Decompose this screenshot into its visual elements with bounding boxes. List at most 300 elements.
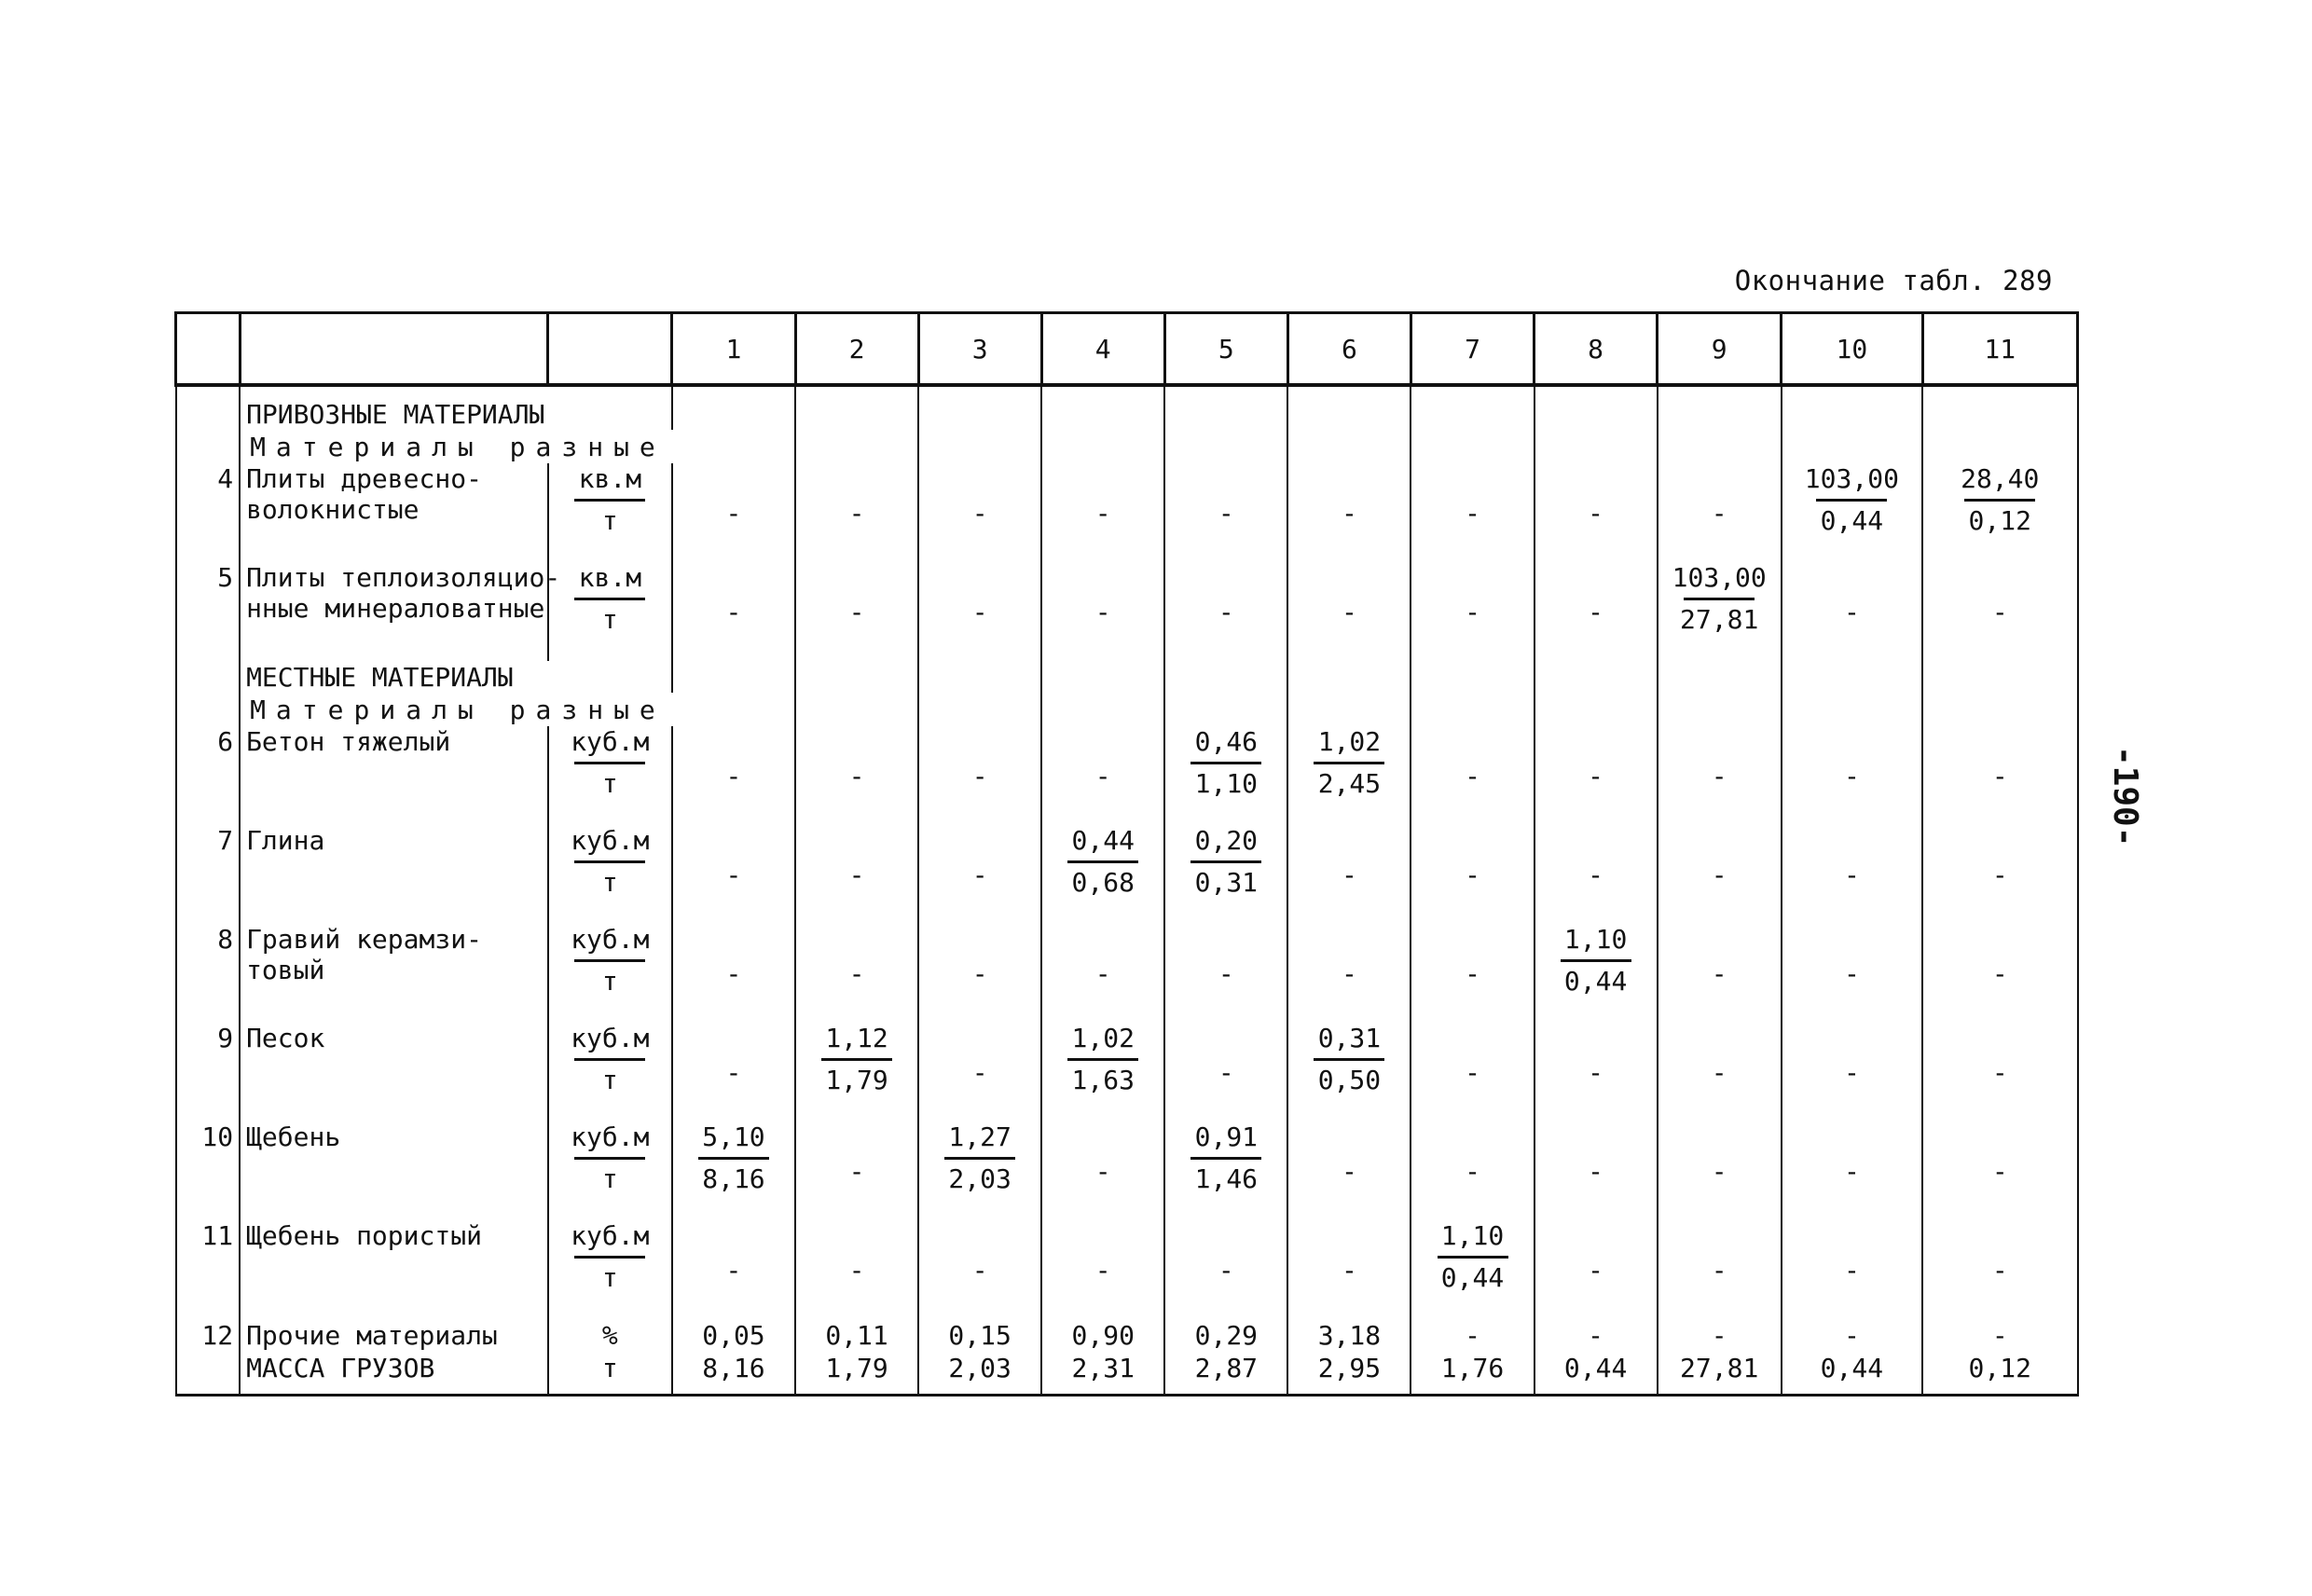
value-cell — [1411, 463, 1534, 562]
value-fraction-top: 0,91 — [1194, 1121, 1259, 1152]
total-value: 1,79 — [795, 1352, 918, 1396]
section-group: Материалы разные — [240, 693, 795, 726]
value-cell — [1922, 825, 2078, 924]
unit-fraction — [571, 924, 649, 998]
empty-cell — [795, 430, 918, 463]
value-text: - — [971, 497, 988, 529]
value-fraction-bottom: 0,68 — [1071, 867, 1135, 898]
value-cell — [918, 924, 1041, 1023]
section-title-row — [176, 385, 2078, 430]
value-cell — [1534, 463, 1658, 562]
value-text: - — [1341, 497, 1357, 529]
value-text: - — [1465, 1056, 1480, 1088]
empty-cell — [1922, 385, 2078, 430]
empty-cell — [1658, 661, 1782, 693]
value-cell — [1411, 1121, 1534, 1220]
row-number: 4 — [176, 463, 241, 562]
empty-cell — [1041, 430, 1164, 463]
value-cell — [1041, 1220, 1164, 1319]
empty-cell — [1411, 430, 1534, 463]
value-fraction — [1672, 562, 1767, 636]
value-text: - — [1711, 957, 1727, 989]
empty-cell — [176, 430, 241, 463]
value-text: - — [1843, 957, 1860, 989]
value-cell — [1287, 1121, 1411, 1220]
value-cell: 0,90 — [1041, 1319, 1164, 1352]
fraction-bar — [1190, 1157, 1261, 1160]
value-fraction — [1190, 726, 1261, 800]
value-text: - — [1341, 957, 1357, 989]
material-name-line: Песок — [246, 1023, 325, 1053]
fraction-bar — [698, 1157, 769, 1160]
unit-cell — [548, 1121, 672, 1220]
value-cell — [918, 825, 1041, 924]
empty-cell — [176, 385, 241, 430]
materials-table — [174, 311, 2079, 1396]
empty-cell — [918, 430, 1041, 463]
value-cell — [795, 924, 918, 1023]
unit-fraction-top: куб.м — [571, 924, 650, 955]
unit-cell — [548, 1220, 672, 1319]
table-row — [176, 463, 2078, 562]
value-text: - — [971, 760, 988, 791]
header-cell: 3 — [918, 313, 1041, 386]
section-title-row — [176, 661, 2078, 693]
value-text: - — [1843, 760, 1860, 791]
value-text: - — [1094, 1155, 1111, 1187]
value-cell — [795, 463, 918, 562]
total-value: 27,81 — [1658, 1352, 1782, 1396]
value-cell — [1922, 924, 2078, 1023]
empty-cell — [1782, 661, 1922, 693]
value-fraction-top: 1,10 — [1563, 924, 1628, 955]
value-cell — [1782, 825, 1922, 924]
section-title: МЕСТНЫЕ МАТЕРИАЛЫ — [240, 661, 672, 693]
material-name-line: Глина — [246, 825, 325, 856]
material-name — [240, 463, 548, 562]
value-fraction-top: 1,02 — [1071, 1023, 1135, 1053]
value-cell — [1164, 825, 1287, 924]
value-text: - — [1465, 1155, 1480, 1187]
value-text: - — [848, 957, 865, 989]
value-cell — [1287, 1220, 1411, 1319]
empty-cell — [1534, 385, 1658, 430]
value-text: - — [1991, 1056, 2008, 1088]
material-name: Прочие материалы — [240, 1319, 548, 1352]
value-cell — [1658, 825, 1782, 924]
value-text: - — [848, 859, 865, 890]
value-text: - — [971, 859, 988, 890]
header-cell: 6 — [1287, 313, 1411, 386]
value-cell — [1411, 924, 1534, 1023]
value-text: - — [1843, 1155, 1860, 1187]
material-name-line: товый — [246, 955, 325, 985]
value-fraction-bottom: 0,44 — [1563, 966, 1628, 997]
value-cell — [1287, 924, 1411, 1023]
value-cell — [1041, 924, 1164, 1023]
value-cell — [1534, 1121, 1658, 1220]
value-text: - — [971, 957, 988, 989]
value-cell — [1287, 825, 1411, 924]
page-number: -190- — [2106, 746, 2144, 847]
value-fraction — [821, 1023, 892, 1096]
value-fraction-bottom: 1,63 — [1071, 1065, 1135, 1095]
value-cell — [795, 825, 918, 924]
row-number: 12 — [176, 1319, 241, 1352]
unit-fraction-top: куб.м — [571, 825, 650, 856]
value-text: - — [1711, 497, 1727, 529]
value-text: - — [1094, 760, 1111, 791]
material-name-line: Щебень пористый — [246, 1220, 482, 1251]
unit-fraction — [571, 1023, 649, 1096]
empty-cell — [1922, 430, 2078, 463]
value-text: - — [971, 1056, 988, 1088]
unit-fraction-top: куб.м — [571, 726, 650, 757]
section-group: Материалы разные — [240, 430, 795, 463]
value-cell — [1782, 1220, 1922, 1319]
value-fraction — [944, 1121, 1015, 1195]
value-text: - — [1843, 1056, 1860, 1088]
value-text: - — [1991, 859, 2008, 890]
value-text: - — [1588, 859, 1604, 890]
header-row — [176, 313, 2078, 386]
value-fraction — [698, 1121, 769, 1195]
value-fraction-top: 1,10 — [1440, 1220, 1505, 1251]
unit-fraction — [574, 562, 645, 636]
value-text: - — [1588, 1254, 1604, 1286]
empty-cell — [1534, 430, 1658, 463]
fraction-bar — [1816, 499, 1887, 502]
material-name-line: Щебень — [246, 1121, 341, 1152]
value-cell — [1164, 562, 1287, 661]
value-cell — [1922, 1121, 2078, 1220]
material-name-line: Плиты древесно- — [246, 463, 482, 494]
empty-cell — [1411, 693, 1534, 726]
empty-cell — [1534, 693, 1658, 726]
fraction-bar — [1314, 762, 1384, 764]
empty-cell — [1658, 693, 1782, 726]
header-cell — [176, 313, 241, 386]
fraction-bar — [574, 762, 645, 764]
fraction-bar — [1190, 860, 1261, 863]
value-text: - — [1465, 859, 1480, 890]
value-cell — [1164, 463, 1287, 562]
value-text: - — [725, 760, 742, 791]
empty-cell — [1164, 661, 1287, 693]
value-cell — [672, 825, 795, 924]
value-cell — [1782, 463, 1922, 562]
value-fraction-top: 103,00 — [1804, 463, 1899, 494]
value-cell — [918, 1220, 1041, 1319]
value-fraction — [1067, 825, 1138, 899]
section-group-row — [176, 693, 2078, 726]
value-cell — [1411, 562, 1534, 661]
unit-fraction-top: куб.м — [571, 1220, 650, 1251]
empty-cell — [1287, 693, 1411, 726]
fraction-bar — [1684, 598, 1755, 600]
header-cell — [240, 313, 548, 386]
fraction-bar — [574, 860, 645, 863]
value-cell — [918, 1121, 1041, 1220]
value-cell — [1922, 1220, 2078, 1319]
value-text: - — [1843, 1254, 1860, 1286]
value-text: - — [1341, 596, 1357, 627]
value-text: - — [725, 596, 742, 627]
header-cell — [548, 313, 672, 386]
unit-fraction-top: куб.м — [571, 1121, 650, 1152]
value-text: - — [1711, 760, 1727, 791]
value-text: - — [1991, 1155, 2008, 1187]
value-text: - — [1218, 497, 1234, 529]
value-text: - — [1711, 859, 1727, 890]
value-cell — [672, 562, 795, 661]
value-cell — [1041, 1023, 1164, 1121]
unit-cell: т — [548, 1352, 672, 1396]
value-text: - — [1341, 1254, 1357, 1286]
row-number: 9 — [176, 1023, 241, 1121]
value-cell — [1922, 562, 2078, 661]
value-text: - — [1843, 596, 1860, 627]
empty-cell — [918, 661, 1041, 693]
other-materials-row — [176, 1319, 2078, 1352]
unit-fraction-top: кв.м — [578, 562, 642, 593]
unit-fraction-bottom: т — [601, 768, 618, 799]
unit-fraction-bottom: т — [601, 1262, 618, 1293]
value-text: - — [971, 596, 988, 627]
material-name-line: Плиты теплоизоляцио- — [246, 562, 561, 593]
value-text: - — [1465, 596, 1480, 627]
value-fraction-bottom: 1,79 — [825, 1065, 888, 1095]
table-row — [176, 825, 2078, 924]
unit-cell — [548, 562, 672, 661]
value-fraction-top: 1,12 — [825, 1023, 888, 1053]
row-number: 10 — [176, 1121, 241, 1220]
value-cell — [1658, 1121, 1782, 1220]
value-cell — [795, 1121, 918, 1220]
row-number: 7 — [176, 825, 241, 924]
unit-fraction — [571, 726, 649, 800]
value-fraction-bottom: 1,10 — [1194, 768, 1259, 799]
empty-cell — [918, 693, 1041, 726]
value-cell: - — [1534, 1319, 1658, 1352]
value-cell — [1658, 1220, 1782, 1319]
value-fraction — [1067, 1023, 1138, 1096]
value-text: - — [1588, 760, 1604, 791]
header-cell: 1 — [672, 313, 795, 386]
value-fraction-top: 0,31 — [1317, 1023, 1382, 1053]
unit-fraction-top: куб.м — [571, 1023, 650, 1053]
value-cell — [1782, 562, 1922, 661]
value-text: - — [1991, 596, 2008, 627]
value-fraction-top: 0,44 — [1071, 825, 1135, 856]
material-name-line: нные минераловатные — [246, 593, 545, 624]
value-fraction-bottom: 0,31 — [1194, 867, 1259, 898]
empty-cell — [1411, 385, 1534, 430]
unit-fraction — [571, 1220, 649, 1294]
value-cell — [1534, 1220, 1658, 1319]
unit-fraction — [571, 1121, 649, 1195]
value-cell — [1411, 1023, 1534, 1121]
value-text: - — [1094, 1254, 1111, 1286]
value-cell — [1534, 924, 1658, 1023]
material-name-line: Гравий керамзи- — [246, 924, 482, 955]
value-cell — [1534, 825, 1658, 924]
unit-fraction-bottom: т — [601, 604, 618, 635]
value-cell — [918, 1023, 1041, 1121]
total-label: МАССА ГРУЗОВ — [240, 1352, 548, 1396]
empty-cell — [918, 385, 1041, 430]
empty-cell — [795, 385, 918, 430]
value-cell — [672, 463, 795, 562]
empty-cell — [1411, 661, 1534, 693]
value-text: - — [1465, 957, 1480, 989]
empty-cell — [1534, 661, 1658, 693]
value-cell — [1782, 1023, 1922, 1121]
value-cell — [918, 463, 1041, 562]
value-cell — [918, 562, 1041, 661]
value-cell — [1041, 825, 1164, 924]
value-cell: 0,05 — [672, 1319, 795, 1352]
value-text: - — [1588, 1056, 1604, 1088]
value-text: - — [1094, 957, 1111, 989]
value-fraction-bottom: 1,46 — [1194, 1163, 1259, 1194]
fraction-bar — [574, 1058, 645, 1061]
value-cell — [795, 726, 918, 825]
value-text: - — [1588, 596, 1604, 627]
total-value: 2,31 — [1041, 1352, 1164, 1396]
table-caption: Окончание табл. 289 — [1734, 265, 2053, 296]
value-text: - — [1711, 1254, 1727, 1286]
value-fraction-bottom: 27,81 — [1680, 604, 1759, 635]
value-text: - — [1711, 1056, 1727, 1088]
value-text: - — [1465, 497, 1480, 529]
fraction-bar — [574, 959, 645, 962]
empty-cell — [1041, 661, 1164, 693]
value-fraction — [1190, 825, 1261, 899]
header-cell: 8 — [1534, 313, 1658, 386]
value-text: - — [725, 957, 742, 989]
value-cell — [672, 726, 795, 825]
header-cell: 4 — [1041, 313, 1164, 386]
material-name — [240, 924, 548, 1023]
value-cell — [1287, 562, 1411, 661]
value-cell — [1164, 1121, 1287, 1220]
fraction-bar — [821, 1058, 892, 1061]
empty-cell — [1658, 430, 1782, 463]
value-text: - — [971, 1254, 988, 1286]
value-text: - — [1991, 957, 2008, 989]
value-text: - — [1843, 859, 1860, 890]
value-cell — [918, 726, 1041, 825]
total-value: 2,03 — [918, 1352, 1041, 1396]
unit-fraction-top: кв.м — [578, 463, 642, 494]
value-text: - — [1094, 497, 1111, 529]
value-cell — [1041, 1121, 1164, 1220]
total-value: 1,76 — [1411, 1352, 1534, 1396]
value-cell — [672, 924, 795, 1023]
empty-cell — [1164, 430, 1287, 463]
empty-cell — [1041, 385, 1164, 430]
value-cell — [1782, 726, 1922, 825]
empty-cell — [176, 693, 241, 726]
fraction-bar — [574, 598, 645, 600]
value-fraction — [1961, 463, 2039, 537]
value-fraction-top: 103,00 — [1672, 562, 1767, 593]
empty-cell — [1164, 693, 1287, 726]
value-fraction — [1314, 1023, 1384, 1096]
empty-cell — [176, 1352, 241, 1396]
empty-cell — [1287, 385, 1411, 430]
empty-cell — [1287, 661, 1411, 693]
value-cell — [795, 1023, 918, 1121]
value-cell — [1782, 924, 1922, 1023]
unit-fraction-bottom: т — [601, 867, 618, 898]
total-value: 0,44 — [1782, 1352, 1922, 1396]
empty-cell — [1658, 385, 1782, 430]
value-text: - — [725, 859, 742, 890]
unit-fraction-bottom: т — [601, 1065, 618, 1095]
value-cell — [1534, 1023, 1658, 1121]
value-cell: - — [1922, 1319, 2078, 1352]
total-value: 2,87 — [1164, 1352, 1287, 1396]
table-row — [176, 924, 2078, 1023]
table-row — [176, 1121, 2078, 1220]
value-cell — [1287, 463, 1411, 562]
empty-cell — [672, 661, 795, 693]
value-cell: 3,18 — [1287, 1319, 1411, 1352]
value-cell — [1411, 825, 1534, 924]
value-fraction-bottom: 0,12 — [1968, 505, 2031, 536]
row-number: 6 — [176, 726, 241, 825]
value-cell — [1041, 726, 1164, 825]
header-cell: 2 — [795, 313, 918, 386]
unit-cell — [548, 1023, 672, 1121]
value-cell — [1411, 726, 1534, 825]
value-cell — [1164, 924, 1287, 1023]
value-text: - — [1991, 1254, 2008, 1286]
total-value: 0,44 — [1534, 1352, 1658, 1396]
value-cell — [1041, 562, 1164, 661]
header-cell: 10 — [1782, 313, 1922, 386]
value-cell — [1411, 1220, 1534, 1319]
fraction-bar — [1964, 499, 2035, 502]
value-fraction-top: 28,40 — [1961, 463, 2040, 494]
value-text: - — [725, 497, 742, 529]
empty-cell — [1041, 693, 1164, 726]
fraction-bar — [1067, 860, 1138, 863]
material-name — [240, 1121, 548, 1220]
empty-cell — [672, 385, 795, 430]
value-cell — [1658, 924, 1782, 1023]
empty-cell — [176, 661, 241, 693]
value-text: - — [1218, 596, 1234, 627]
value-cell — [1922, 726, 2078, 825]
value-fraction-top: 1,27 — [948, 1121, 1012, 1152]
value-fraction-top: 0,20 — [1194, 825, 1259, 856]
header-cell: 9 — [1658, 313, 1782, 386]
fraction-bar — [1561, 959, 1631, 962]
value-cell — [672, 1220, 795, 1319]
value-text: - — [1588, 1155, 1604, 1187]
value-cell — [1658, 726, 1782, 825]
unit-cell — [548, 463, 672, 562]
value-cell — [795, 562, 918, 661]
value-cell: - — [1658, 1319, 1782, 1352]
section-group-row — [176, 430, 2078, 463]
material-name — [240, 726, 548, 825]
value-cell: - — [1782, 1319, 1922, 1352]
value-cell — [1658, 1023, 1782, 1121]
